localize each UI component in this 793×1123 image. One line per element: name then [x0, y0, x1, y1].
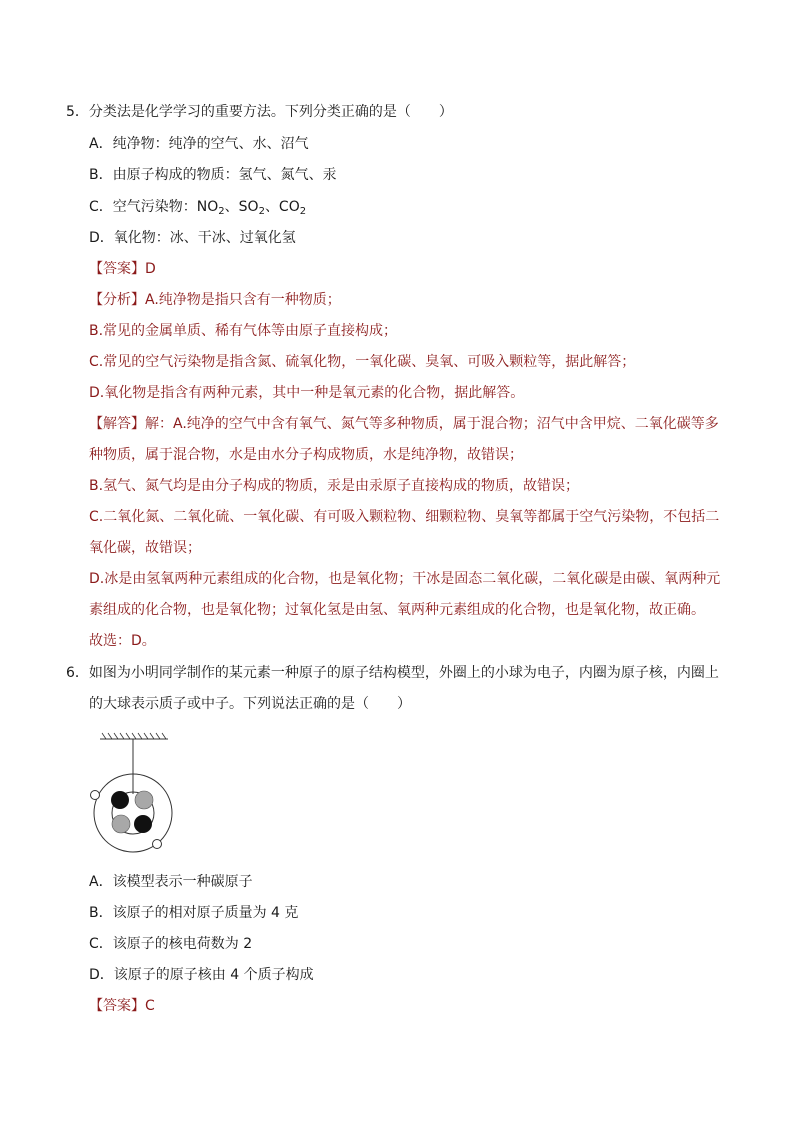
- q5-solution-line: D.冰是由氢氧两种元素组成的化合物，也是氧化物；干冰是固态二氧化碳，二氧化碳是由碳、氧两种元: [89, 571, 721, 587]
- q5-option-b: B．由原子构成的物质：氢气、氮气、汞: [89, 167, 337, 183]
- ceiling-support: [100, 733, 168, 739]
- proton-ball: [111, 791, 129, 809]
- q5-solution-line: 素组成的化合物，也是氧化物；过氧化氢是由氢、氧两种元素组成的化合物，也是氧化物，故正确。: [89, 602, 705, 618]
- q6-stem-line2: 的大球表示质子或中子。下列说法正确的是（ ）: [89, 696, 411, 712]
- q5-stem: 5．分类法是化学学习的重要方法。下列分类正确的是（ ）: [66, 104, 453, 120]
- q5-answer: [89, 259, 156, 279]
- q5-analysis-line: D.氧化物是指含有两种元素，其中一种是氧元素的化合物，据此解答。: [89, 385, 525, 401]
- q5-option-d: D．氧化物：冰、干冰、过氧化氢: [89, 230, 296, 246]
- q5-solution-line: [89, 414, 719, 434]
- solution-tag: 【解答】: [89, 416, 145, 432]
- answer-tag: 【答案】: [89, 998, 145, 1014]
- q6-option-d: D．该原子的原子核由 4 个质子构成: [89, 967, 314, 983]
- analysis-text: A.纯净物是指只含有一种物质；: [145, 292, 341, 308]
- q5-analysis-line: B.常见的金属单质、稀有气体等由原子直接构成；: [89, 323, 398, 339]
- q6-option-c: C．该原子的核电荷数为 2: [89, 936, 253, 952]
- electron-ball: [91, 791, 100, 800]
- q5-option-a: A．纯净物：纯净的空气、水、沼气: [89, 136, 309, 152]
- q5-solution-line: 故选：D。: [89, 633, 156, 649]
- q5-analysis-line: [89, 290, 341, 310]
- no2-formula: $NO_2$: [196, 199, 225, 217]
- atom-model-figure: [86, 728, 182, 858]
- q6-answer: [89, 996, 155, 1016]
- analysis-tag: 【分析】: [89, 292, 145, 308]
- answer-value: C: [145, 998, 155, 1014]
- neutron-ball: [135, 791, 153, 809]
- q5-solution-line: B.氢气、氮气均是由分子构成的物质，汞是由汞原子直接构成的物质，故错误；: [89, 478, 580, 494]
- so2-formula: 、$SO_2$: [224, 199, 265, 217]
- electron-ball: [153, 840, 162, 849]
- neutron-ball: [112, 815, 130, 833]
- q5-solution-line: 种物质，属于混合物，水是由水分子构成物质，水是纯净物，故错误；: [89, 447, 523, 463]
- q5-solution-line: 氧化碳，故错误；: [89, 540, 201, 556]
- co2-formula: 、$CO_2$: [264, 199, 307, 217]
- proton-ball: [134, 815, 152, 833]
- q5-solution-line: C.二氧化氮、二氧化硫、一氧化碳、有可吸入颗粒物、细颗粒物、臭氧等都属于空气污染物，不包括二: [89, 509, 720, 525]
- answer-value: D: [145, 261, 156, 277]
- q6-stem-line1: 6．如图为小明同学制作的某元素一种原子的原子结构模型，外圈上的小球为电子，内圈为原子核，内圈上: [66, 665, 719, 681]
- q5-option-c-label: C．空气污染物：: [89, 199, 197, 215]
- solution-text: 解：A.纯净的空气中含有氧气、氮气等多种物质，属于混合物；沼气中含甲烷、二氧化碳等多: [145, 416, 719, 432]
- q5-option-c: [89, 197, 306, 217]
- q5-analysis-line: C.常见的空气污染物是指含氮、硫氧化物，一氧化碳、臭氧、可吸入颗粒等，据此解答；: [89, 354, 636, 370]
- answer-tag: 【答案】: [89, 261, 145, 277]
- q6-option-a: A．该模型表示一种碳原子: [89, 874, 253, 890]
- q6-option-b: B．该原子的相对原子质量为 4 克: [89, 905, 299, 921]
